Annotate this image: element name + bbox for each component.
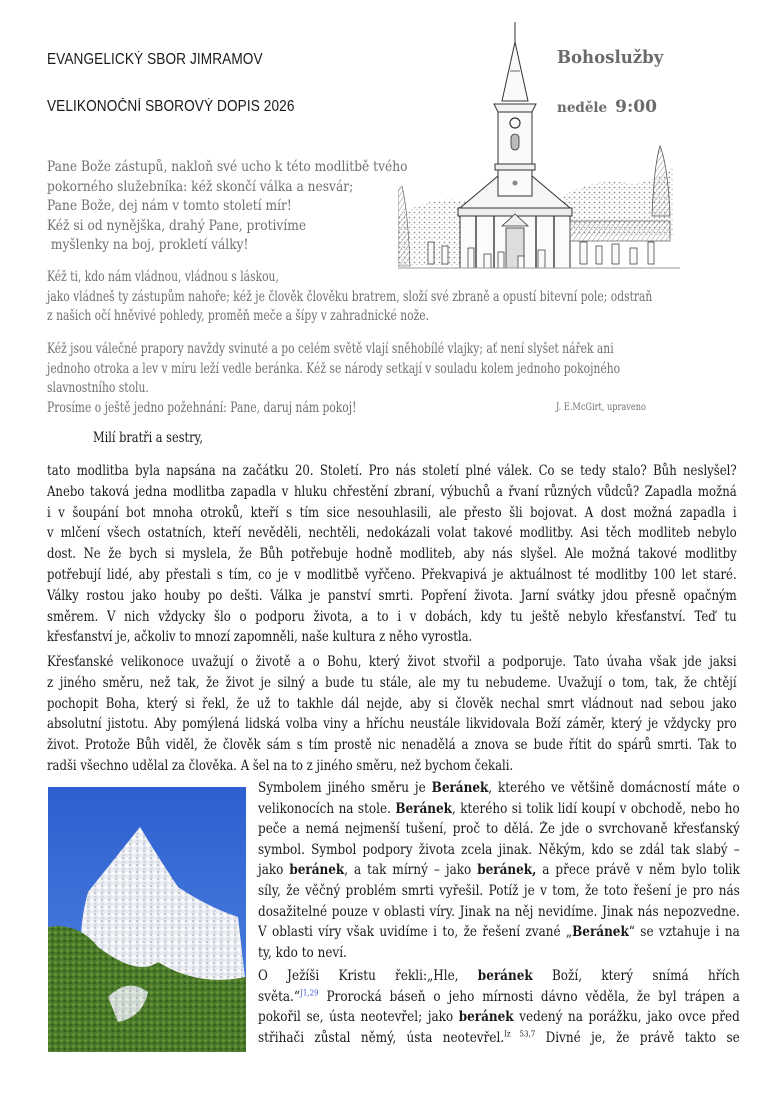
text-line — [258, 778, 740, 799]
text-line: síly, že věčný problém smrti vyřešil. Potíž je v tom, že toto řešení je pro nás — [258, 882, 740, 899]
text-line: život. Protože Bůh viděl, že člověk sám s tím prostě nic nenadělá a znova se bude řítit do spárů smrti. Tak to — [47, 737, 737, 754]
text-run: světa.“ — [258, 988, 301, 1005]
text-line: Anebo taková jedna modlitba zapadla v hluku chřestění zbraní, výbuchů a řvaní různých vůdců? Zapadla možná — [47, 483, 737, 500]
text-line — [258, 1028, 740, 1049]
emphasis-beranek: beránek — [477, 968, 533, 984]
prayer-line: Kéž jsou válečné prapory navždy svinuté a po celém světě vlají sněhobílé vlajky; ať není slyšet nářek ani — [47, 341, 614, 357]
text-run: , kterého si tolik lidí koupí v obchodě, nebo ho — [452, 800, 740, 817]
prayer-line: slavnostního stolu. — [47, 380, 149, 397]
prayer-line: Kéž si od nynějška, drahý Pane, protivíme — [47, 217, 307, 234]
text-run: velikonocích na stole. — [258, 800, 396, 817]
text-run: , a tak mírný – jako — [344, 862, 478, 879]
prayer-line: jako vládneš ty zástupům nahoře; kéž je člověk člověku bratrem, složí své zbraně a opustí bitevní pole; odstraň — [47, 288, 653, 305]
prayer-line: Pane Bože zástupů, nakloň své ucho k této modlitbě tvého — [47, 159, 408, 175]
text-run: Boží, který snímá hřích — [532, 968, 740, 984]
org-name: EVANGELICKÝ SBOR JIMRAMOV — [47, 51, 263, 68]
emphasis-beranek: beránek, — [477, 862, 537, 879]
prayer-line: myšlenky na boj, prokletí války! — [47, 237, 249, 254]
text-line: křesťanství je, ačkoliv to mnozí zapomněli, naše kultura z něho vyrostla. — [47, 629, 473, 646]
prayer-line: Kéž ti, kdo nám vládnou, vládnou s láskou, — [47, 269, 279, 285]
text-run: , kterého ve většině domácností máte o — [488, 780, 740, 796]
prayer-stanza-2 — [47, 268, 778, 327]
text-line: radši všechno udělal za člověka. A šel na to z jiného směru, než bychom čekali. — [47, 757, 514, 774]
emphasis-beranek: beránek — [458, 1009, 514, 1026]
text-line: potřebují lidé, aby přestali s tím, co je v modlitbě vyřčeno. Překvapivá je aktuálnost té modlitby 100 let staré. — [47, 566, 737, 583]
text-line: tato modlitba byla napsána na začátku 20. Století. Pro nás století plné válek. Co se tedy stalo? Bůh neslyšel? — [47, 463, 737, 479]
text-run: Prorocká báseň o jeho mírnosti dávno věděla, že byl trápen a — [318, 988, 740, 1005]
letter-paragraph-1 — [47, 461, 737, 648]
text-line — [258, 799, 740, 820]
bible-reference[interactable]: J1,29 — [300, 988, 319, 998]
letter-paragraph-4 — [258, 966, 740, 1048]
emphasis-beranek: Beránek — [395, 800, 453, 817]
text-run: “ se vztahuje i na — [628, 924, 740, 941]
text-line: absolutní jistotu. Aby pomýlená lidská volba viny a hříchu neustále likvidovala Boží záměr, který je vždycky pro — [47, 716, 737, 733]
text-line: směrem. V nich vždycky šlo o podporu života, a to i v dobách, kdy tu ještě nebylo křesťanství. Teď tu — [47, 608, 737, 625]
text-line: z jiného směru, než tak, že život je silný a bude tu stále, ale my tu nebudeme. Uvažují o tom, tak, že chtějí — [47, 674, 737, 691]
text-run: střihači zůstal němý, ústa neotevřel. — [258, 1029, 505, 1046]
emphasis-beranek: Beránek — [572, 924, 629, 941]
text-line: pochopit Boha, který si řekl, že už to takhle dál nejde, aby si člověk nechal smrt vládnout nad sebou jako — [47, 695, 737, 712]
text-run: Symbolem jiného směru je — [258, 780, 432, 796]
text-line: peče a nemá nejmenší tušení, proč to dělá. Že jde o svrchovaně křesťanský — [258, 821, 740, 838]
text-line — [258, 966, 740, 987]
text-line: v mlčení všech ostatních, kteří nevěděli, nechtěli, nedokázali volat takové modlitby. Asi těch modliteb nebylo — [47, 525, 737, 542]
prayer-stanza-3 — [47, 340, 772, 418]
text-run: pokořil se, ústa neotevřel; jako — [258, 1009, 459, 1026]
text-line: Války rostou jako houby po dešti. Válka je panství smrti. Popření života. Jarní svátky jdou přesně opačným — [47, 587, 737, 604]
emphasis-beranek: Beránek — [431, 780, 489, 796]
prayer-attribution: J. E.McGirt, upraveno — [556, 401, 646, 413]
prayer-line: jednoho otroka a lev v míru leží vedle beránka. Kéž se národy setkají v souladu kolem jednoho pokojného — [47, 360, 621, 377]
text-run: Divné je, že právě takto se — [535, 1029, 740, 1046]
service-hour: 9:00 — [615, 97, 657, 117]
text-line: dosažitelné pouze v oblasti víry. Jinak na něj nevidíme. Jinak nás nepozvedne. — [258, 903, 740, 920]
text-line — [258, 860, 740, 881]
prayer-line: Prosíme o ještě jedno požehnání: Pane, daruj nám pokoj! — [47, 399, 357, 416]
text-line — [258, 922, 740, 943]
service-day: neděle — [557, 100, 608, 116]
text-run: V oblasti víry však uvidíme i to, že řešení zvané „ — [258, 924, 573, 941]
text-run: jako — [258, 862, 290, 879]
prayer-line: Pane Bože, dej nám v tomto století mír! — [47, 198, 292, 215]
emphasis-beranek: beránek — [289, 862, 345, 879]
blossoming-tree-photo-icon — [48, 787, 246, 1052]
services-title: Bohoslužby — [557, 47, 664, 68]
letter-paragraph-3 — [258, 778, 740, 963]
text-line: ty, kdo to neví. — [258, 944, 347, 961]
text-line: Křesťanské velikonoce uvažují o životě a o Bohu, který život stvořil a podporuje. Tato úvaha však jde jaksi — [47, 654, 737, 670]
prayer-stanza-1 — [47, 158, 448, 256]
text-line — [258, 1007, 740, 1028]
text-run: O Ježíši Kristu řekli:„Hle, — [258, 968, 478, 984]
text-run: vedený na porážku, jako ovce před — [513, 1009, 740, 1026]
page-title: VELIKONOČNÍ SBOROVÝ DOPIS 2026 — [47, 98, 295, 115]
text-line — [258, 987, 740, 1008]
text-line: dost. Ne že bych si myslela, že Bůh potřebuje hodně modliteb, aby nás slyšel. Ale možná takové modlitby — [47, 546, 737, 563]
bible-reference: Iz 53,7 — [504, 1029, 536, 1039]
service-time — [557, 97, 657, 117]
prayer-line: z našich očí hněvivé pohledy, proměň meče a šípy v zahradnické nože. — [47, 308, 430, 325]
text-run: a přece právě v něm bylo tolik — [536, 862, 740, 879]
letter-paragraph-2 — [47, 652, 737, 777]
prayer-line: pokorného služebníka: kéž skončí válka a nesvár; — [47, 178, 354, 195]
text-line: symbol. Symbol podpory života zcela jinak. Někým, kdo se zdál tak slabý – — [258, 841, 740, 858]
letter-greeting: Milí bratři a sestry, — [93, 430, 204, 446]
text-line: i v šoupání bot mnoha otroků, kteří s tím sice nesouhlasili, ale přesto šli bojovat. A dost možná zapadla i — [47, 504, 737, 521]
